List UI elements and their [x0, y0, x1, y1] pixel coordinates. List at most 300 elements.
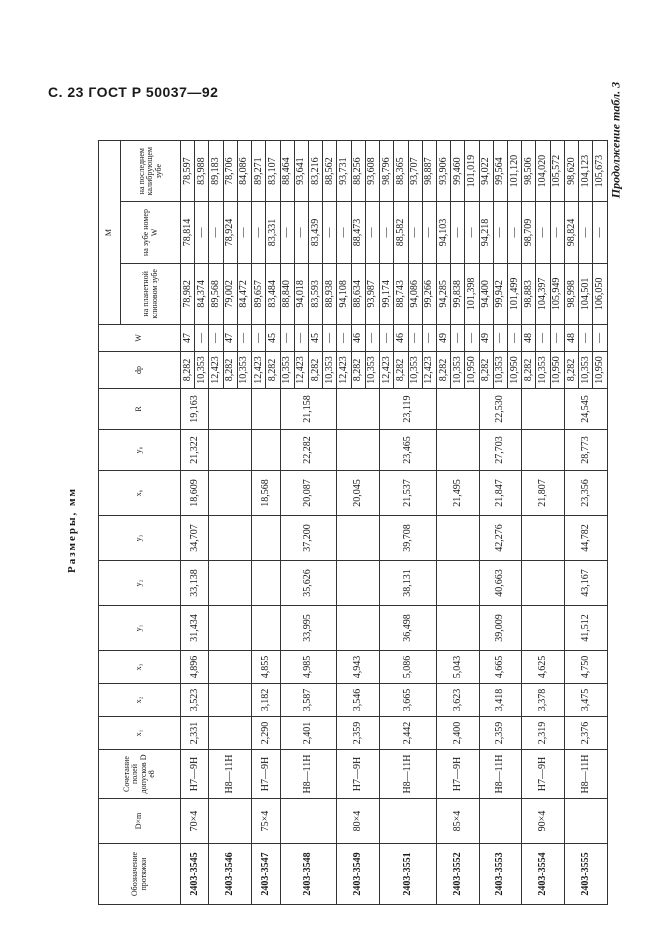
continuation-note: Продолжение табл. 3	[608, 81, 623, 199]
cell-y0: 23,465	[380, 430, 437, 471]
cell-x1: 2,331	[181, 717, 209, 750]
cell-x3: 4,625	[522, 651, 565, 684]
cell-x1: 2,359	[337, 717, 380, 750]
col-tolerance: Сочетание полей допусков D e8	[99, 750, 181, 799]
cell-x3: 5,043	[436, 651, 479, 684]
cell-y3	[209, 516, 252, 561]
cell-m3: 83,107	[266, 141, 280, 202]
cell-W: —	[337, 325, 351, 352]
cell-m3: 88,365	[394, 141, 408, 202]
cell-y3	[522, 516, 565, 561]
cell-designation: 2403-3551	[380, 844, 437, 905]
cell-m1: 78,982	[181, 263, 195, 324]
cell-y0	[436, 430, 479, 471]
cell-W: —	[422, 325, 436, 352]
cell-dp: 12,423	[380, 352, 394, 389]
cell-y3	[337, 516, 380, 561]
cell-R	[436, 389, 479, 430]
cell-m3: 93,608	[365, 141, 379, 202]
cell-tolerance: H8—11H	[209, 750, 252, 799]
cell-W: 48	[522, 325, 536, 352]
cell-m2: —	[451, 202, 465, 263]
cell-m2: 83,331	[266, 202, 280, 263]
cell-tolerance: H8—11H	[564, 750, 607, 799]
cell-dp: 10,353	[237, 352, 251, 389]
cell-m1: 101,499	[508, 263, 522, 324]
cell-m1: 84,374	[195, 263, 209, 324]
cell-x1: 2,319	[522, 717, 565, 750]
col-m3: на последнем калибрующем зубе	[121, 141, 181, 202]
cell-m1: 83,484	[266, 263, 280, 324]
cell-x1: 2,290	[252, 717, 280, 750]
cell-R: 24,545	[564, 389, 607, 430]
table-row	[522, 141, 536, 905]
cell-m3: 83,216	[308, 141, 322, 202]
table-row	[380, 141, 394, 905]
cell-W: —	[508, 325, 522, 352]
cell-designation: 2403-3552	[436, 844, 479, 905]
cell-R	[209, 389, 252, 430]
cell-x0: 21,495	[436, 471, 479, 516]
cell-m1: 88,634	[351, 263, 365, 324]
cell-m2: —	[579, 202, 593, 263]
cell-W: —	[579, 325, 593, 352]
cell-m2: —	[422, 202, 436, 263]
cell-y0: 28,773	[564, 430, 607, 471]
cell-y0: 27,703	[479, 430, 522, 471]
cell-x0: 18,568	[252, 471, 280, 516]
cell-m1: 101,398	[465, 263, 479, 324]
cell-y1	[337, 606, 380, 651]
cell-x2: 3,475	[564, 684, 607, 717]
cell-dxm	[380, 799, 437, 844]
table-area	[98, 140, 608, 905]
cell-designation: 2403-3549	[337, 844, 380, 905]
table-row	[252, 141, 266, 905]
cell-dp: 8,282	[436, 352, 450, 389]
cell-tolerance: H7—9H	[337, 750, 380, 799]
cell-x3: 4,943	[337, 651, 380, 684]
cell-y3	[252, 516, 280, 561]
cell-W: —	[209, 325, 223, 352]
cell-y1: 39,009	[479, 606, 522, 651]
cell-y0: 21,322	[181, 430, 209, 471]
cell-y1: 41,512	[564, 606, 607, 651]
cell-dp: 8,282	[394, 352, 408, 389]
cell-designation: 2403-3548	[280, 844, 337, 905]
cell-m3: 78,706	[223, 141, 237, 202]
cell-y2: 43,167	[564, 561, 607, 606]
cell-dp: 10,353	[536, 352, 550, 389]
cell-x2: 3,418	[479, 684, 522, 717]
cell-dxm: 80×4	[337, 799, 380, 844]
cell-dp: 8,282	[479, 352, 493, 389]
cell-m2: —	[195, 202, 209, 263]
cell-tolerance: H7—9H	[252, 750, 280, 799]
cell-W: —	[593, 325, 608, 352]
cell-m2: —	[323, 202, 337, 263]
cell-x1: 2,442	[380, 717, 437, 750]
cell-dp: 10,353	[408, 352, 422, 389]
cell-tolerance: H7—9H	[436, 750, 479, 799]
cell-R: 22,530	[479, 389, 522, 430]
cell-m1: 98,998	[564, 263, 578, 324]
cell-dp: 10,353	[579, 352, 593, 389]
cell-dp: 10,353	[365, 352, 379, 389]
cell-dp: 10,353	[280, 352, 294, 389]
cell-y2: 35,626	[280, 561, 337, 606]
cell-m1: 79,002	[223, 263, 237, 324]
cell-m1: 83,593	[308, 263, 322, 324]
cell-dp: 8,282	[308, 352, 322, 389]
cell-m3: 101,120	[508, 141, 522, 202]
cell-y2: 38,131	[380, 561, 437, 606]
cell-m1: 94,285	[436, 263, 450, 324]
col-m1: на планетной клиновом зубе	[121, 263, 181, 324]
cell-y0	[522, 430, 565, 471]
cell-x0: 21,807	[522, 471, 565, 516]
cell-m2: 88,582	[394, 202, 408, 263]
cell-m3: 93,731	[337, 141, 351, 202]
cell-dp: 10,950	[550, 352, 564, 389]
cell-m2: 78,924	[223, 202, 237, 263]
cell-m3: 93,707	[408, 141, 422, 202]
cell-W: 49	[479, 325, 493, 352]
cell-m3: 84,086	[237, 141, 251, 202]
cell-y2	[209, 561, 252, 606]
table-row	[564, 141, 578, 905]
cell-W: —	[365, 325, 379, 352]
cell-dp: 10,950	[508, 352, 522, 389]
cell-dxm	[564, 799, 607, 844]
cell-y0	[209, 430, 252, 471]
cell-y0	[337, 430, 380, 471]
cell-m2: 98,709	[522, 202, 536, 263]
cell-x0: 23,356	[564, 471, 607, 516]
cell-m2: —	[209, 202, 223, 263]
cell-m3: 94,022	[479, 141, 493, 202]
cell-m2: —	[493, 202, 507, 263]
cell-m2: 98,824	[564, 202, 578, 263]
cell-x1: 2,400	[436, 717, 479, 750]
cell-tolerance: H7—9H	[522, 750, 565, 799]
cell-W: —	[323, 325, 337, 352]
table-row	[436, 141, 450, 905]
cell-m3: 98,887	[422, 141, 436, 202]
cell-m2: 94,218	[479, 202, 493, 263]
cell-m1: 88,743	[394, 263, 408, 324]
cell-x1: 2,359	[479, 717, 522, 750]
cell-dp: 12,423	[252, 352, 266, 389]
cell-W: —	[195, 325, 209, 352]
cell-y1	[522, 606, 565, 651]
cell-dxm	[479, 799, 522, 844]
cell-x0: 21,537	[380, 471, 437, 516]
cell-m1: 94,018	[294, 263, 308, 324]
cell-x0: 20,045	[337, 471, 380, 516]
cell-W: —	[550, 325, 564, 352]
cell-R	[337, 389, 380, 430]
cell-dp: 12,423	[337, 352, 351, 389]
cell-y3: 37,200	[280, 516, 337, 561]
cell-m1: 84,472	[237, 263, 251, 324]
cell-m2: —	[252, 202, 266, 263]
cell-m2: —	[365, 202, 379, 263]
cell-m3: 105,673	[593, 141, 608, 202]
cell-R	[522, 389, 565, 430]
cell-dp: 8,282	[351, 352, 365, 389]
cell-m3: 88,562	[323, 141, 337, 202]
cell-x3: 4,985	[280, 651, 337, 684]
cell-m1: 104,397	[536, 263, 550, 324]
cell-y1	[436, 606, 479, 651]
cell-tolerance: H8—11H	[380, 750, 437, 799]
cell-m2: 83,439	[308, 202, 322, 263]
cell-dxm: 85×4	[436, 799, 479, 844]
cell-m3: 98,796	[380, 141, 394, 202]
cell-y2	[252, 561, 280, 606]
cell-m2: —	[536, 202, 550, 263]
cell-m3: 93,906	[436, 141, 450, 202]
cell-x3: 4,855	[252, 651, 280, 684]
cell-dp: 8,282	[181, 352, 195, 389]
cell-m3: 83,988	[195, 141, 209, 202]
cell-dxm: 90×4	[522, 799, 565, 844]
cell-designation: 2403-3553	[479, 844, 522, 905]
cell-m1: 99,942	[493, 263, 507, 324]
cell-x2: 3,523	[181, 684, 209, 717]
cell-m3: 88,256	[351, 141, 365, 202]
cell-m2: 88,473	[351, 202, 365, 263]
cell-m1: 94,400	[479, 263, 493, 324]
cell-m2: —	[280, 202, 294, 263]
cell-W: 47	[223, 325, 237, 352]
cell-W: —	[536, 325, 550, 352]
cell-x2: 3,665	[380, 684, 437, 717]
cell-m3: 99,564	[493, 141, 507, 202]
cell-W: —	[252, 325, 266, 352]
col-y3: y₃	[99, 516, 181, 561]
cell-W: —	[294, 325, 308, 352]
cell-m3: 104,020	[536, 141, 550, 202]
cell-W: 49	[436, 325, 450, 352]
cell-m1: 99,838	[451, 263, 465, 324]
cell-dxm: 70×4	[181, 799, 209, 844]
cell-m1: 98,883	[522, 263, 536, 324]
cell-x0: 18,609	[181, 471, 209, 516]
col-dxm: D×m	[99, 799, 181, 844]
cell-m1: 105,949	[550, 263, 564, 324]
cell-x2: 3,378	[522, 684, 565, 717]
page-header: С. 23 ГОСТ Р 50037—92	[48, 84, 219, 100]
cell-m1: 94,108	[337, 263, 351, 324]
cell-dp: 10,353	[195, 352, 209, 389]
cell-x0: 21,847	[479, 471, 522, 516]
cell-m3: 104,123	[579, 141, 593, 202]
cell-R	[252, 389, 280, 430]
cell-y2	[436, 561, 479, 606]
col-x2: x₂	[99, 684, 181, 717]
cell-x3	[209, 651, 252, 684]
table-body	[181, 141, 608, 905]
cell-y3: 39,708	[380, 516, 437, 561]
cell-m2: —	[593, 202, 608, 263]
cell-x3: 4,750	[564, 651, 607, 684]
table-row	[479, 141, 493, 905]
cell-x2	[209, 684, 252, 717]
cell-tolerance: H8—11H	[479, 750, 522, 799]
cell-m2: 78,814	[181, 202, 195, 263]
cell-designation: 2403-3555	[564, 844, 607, 905]
cell-R: 19,163	[181, 389, 209, 430]
cell-m2: —	[237, 202, 251, 263]
cell-m2: —	[337, 202, 351, 263]
cell-designation: 2403-3546	[209, 844, 252, 905]
cell-m3: 88,464	[280, 141, 294, 202]
cell-R: 21,158	[280, 389, 337, 430]
cell-W: —	[380, 325, 394, 352]
cell-y3: 34,707	[181, 516, 209, 561]
dimensions-table	[98, 140, 608, 905]
cell-x1: 2,376	[564, 717, 607, 750]
cell-W: 45	[308, 325, 322, 352]
col-W: W	[99, 325, 181, 352]
cell-designation: 2403-3545	[181, 844, 209, 905]
col-x1: x₁	[99, 717, 181, 750]
cell-m1: 89,657	[252, 263, 266, 324]
cell-y1: 36,498	[380, 606, 437, 651]
cell-W: —	[280, 325, 294, 352]
cell-m1: 88,938	[323, 263, 337, 324]
cell-y1: 31,434	[181, 606, 209, 651]
cell-y1	[252, 606, 280, 651]
cell-dp: 12,423	[422, 352, 436, 389]
sizes-caption: Размеры, мм	[66, 486, 78, 574]
cell-dxm	[209, 799, 252, 844]
col-y2: y₂	[99, 561, 181, 606]
cell-tolerance: H8—11H	[280, 750, 337, 799]
cell-m1: 88,840	[280, 263, 294, 324]
cell-m3: 78,597	[181, 141, 195, 202]
cell-m2: 94,103	[436, 202, 450, 263]
cell-x2: 3,182	[252, 684, 280, 717]
cell-dp: 10,353	[493, 352, 507, 389]
table-row	[209, 141, 223, 905]
cell-W: 46	[351, 325, 365, 352]
cell-dp: 8,282	[564, 352, 578, 389]
cell-dp: 10,353	[323, 352, 337, 389]
cell-designation: 2403-3554	[522, 844, 565, 905]
cell-dp: 8,282	[266, 352, 280, 389]
cell-y3: 42,276	[479, 516, 522, 561]
cell-y3	[436, 516, 479, 561]
table-row	[337, 141, 351, 905]
cell-m1: 94,086	[408, 263, 422, 324]
cell-designation: 2403-3547	[252, 844, 280, 905]
cell-y1	[209, 606, 252, 651]
cell-m1: 99,174	[380, 263, 394, 324]
cell-m3: 105,572	[550, 141, 564, 202]
cell-x0: 20,087	[280, 471, 337, 516]
cell-m3: 89,271	[252, 141, 266, 202]
cell-W: 48	[564, 325, 578, 352]
cell-W: —	[451, 325, 465, 352]
col-dp: dp	[99, 352, 181, 389]
cell-y0: 22,282	[280, 430, 337, 471]
col-M: M	[99, 141, 121, 325]
cell-x1: 2,401	[280, 717, 337, 750]
cell-x2: 3,623	[436, 684, 479, 717]
cell-m3: 99,460	[451, 141, 465, 202]
cell-dp: 10,353	[451, 352, 465, 389]
cell-W: —	[465, 325, 479, 352]
col-R: R	[99, 389, 181, 430]
cell-R: 23,119	[380, 389, 437, 430]
col-y1: y₁	[99, 606, 181, 651]
cell-m2: —	[465, 202, 479, 263]
cell-dp: 10,950	[465, 352, 479, 389]
cell-y3: 44,782	[564, 516, 607, 561]
col-x3: x₃	[99, 651, 181, 684]
cell-m2: —	[294, 202, 308, 263]
cell-dp: 8,282	[522, 352, 536, 389]
cell-W: 46	[394, 325, 408, 352]
cell-x3: 5,086	[380, 651, 437, 684]
cell-m2: —	[408, 202, 422, 263]
cell-dxm	[280, 799, 337, 844]
cell-m3: 101,019	[465, 141, 479, 202]
col-m2: на зубе номер W	[121, 202, 181, 263]
cell-x0	[209, 471, 252, 516]
cell-m1: 89,568	[209, 263, 223, 324]
cell-y2	[522, 561, 565, 606]
cell-dp: 12,423	[294, 352, 308, 389]
cell-m3: 93,641	[294, 141, 308, 202]
cell-m3: 89,183	[209, 141, 223, 202]
col-y0: y₀	[99, 430, 181, 471]
col-designation: Обозначение протяжки	[99, 844, 181, 905]
cell-y2: 33,138	[181, 561, 209, 606]
table-row	[280, 141, 294, 905]
cell-y1: 33,995	[280, 606, 337, 651]
cell-m3: 98,506	[522, 141, 536, 202]
cell-W: —	[408, 325, 422, 352]
cell-y2	[337, 561, 380, 606]
col-x0: x₀	[99, 471, 181, 516]
cell-m3: 98,620	[564, 141, 578, 202]
cell-W: 45	[266, 325, 280, 352]
cell-x3: 4,896	[181, 651, 209, 684]
cell-dp: 8,282	[223, 352, 237, 389]
cell-dp: 12,423	[209, 352, 223, 389]
cell-m1: 99,266	[422, 263, 436, 324]
cell-x2: 3,546	[337, 684, 380, 717]
cell-W: —	[237, 325, 251, 352]
cell-m1: 106,050	[593, 263, 608, 324]
cell-x1	[209, 717, 252, 750]
cell-x3: 4,665	[479, 651, 522, 684]
cell-W: 47	[181, 325, 195, 352]
cell-dp: 10,950	[593, 352, 608, 389]
cell-m2: —	[550, 202, 564, 263]
cell-m2: —	[380, 202, 394, 263]
cell-y2: 40,663	[479, 561, 522, 606]
cell-m2: —	[508, 202, 522, 263]
cell-m1: 93,987	[365, 263, 379, 324]
cell-dxm: 75×4	[252, 799, 280, 844]
cell-tolerance: H7—9H	[181, 750, 209, 799]
cell-m1: 104,501	[579, 263, 593, 324]
